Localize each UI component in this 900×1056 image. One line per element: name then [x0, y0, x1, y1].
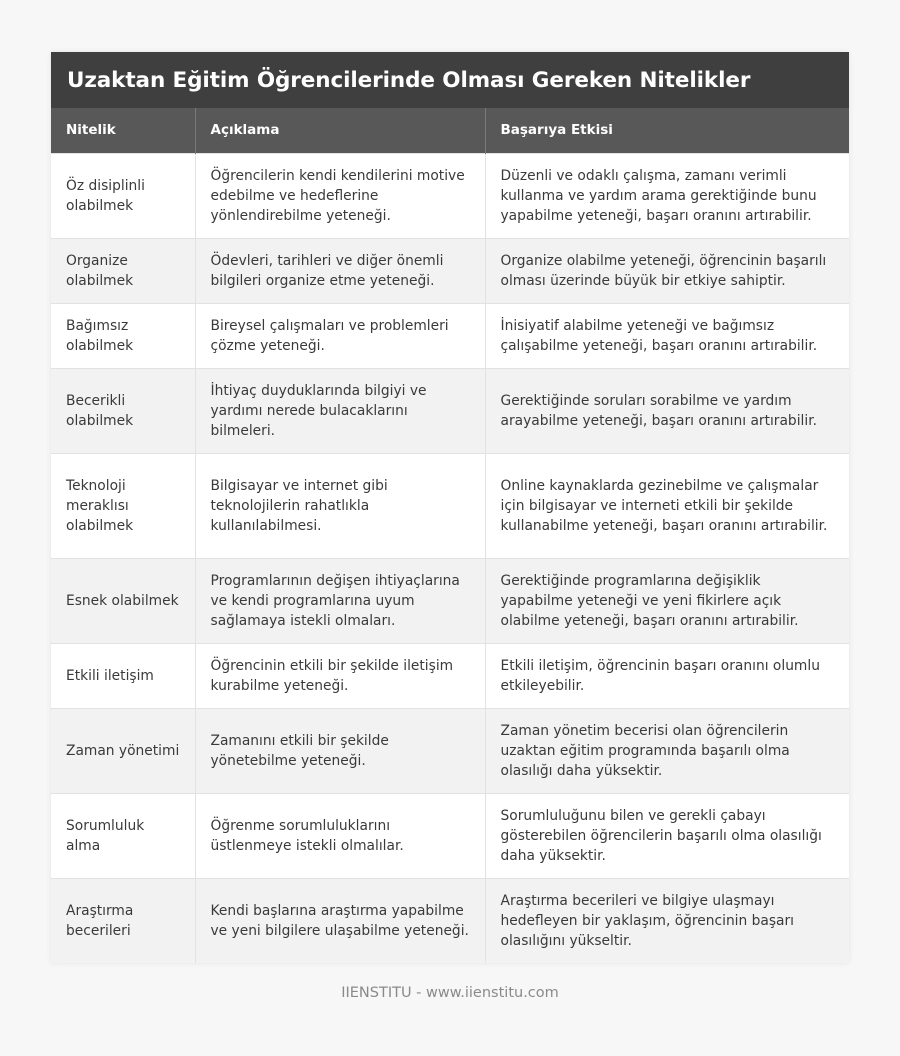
- cell-nitelik: Araştırma becerileri: [51, 878, 195, 963]
- table-row: [51, 558, 849, 643]
- table-row: [51, 643, 849, 708]
- cell-nitelik: Teknoloji meraklısı olabilmek: [51, 453, 195, 558]
- cell-aciklama: Öğrencilerin kendi kendilerini motive edebilme ve hedeflerine yönlendirebilme yeteneği.: [195, 153, 485, 238]
- table-header: [51, 108, 849, 153]
- cell-etki: Organize olabilme yeteneği, öğrencinin başarılı olması üzerinde büyük bir etkiye sahiptir.: [485, 238, 849, 303]
- column-header-nitelik: Nitelik: [51, 108, 195, 153]
- cell-etki: İnisiyatif alabilme yeteneği ve bağımsız çalışabilme yeteneği, başarı oranını artırabilir.: [485, 303, 849, 368]
- cell-etki: Sorumluluğunu bilen ve gerekli çabayı gösterebilen öğrencilerin başarılı olma olasılığı daha yüksektir.: [485, 793, 849, 878]
- cell-nitelik: Bağımsız olabilmek: [51, 303, 195, 368]
- cell-nitelik: Becerikli olabilmek: [51, 368, 195, 453]
- cell-aciklama: Öğrenme sorumluluklarını üstlenmeye istekli olmalılar.: [195, 793, 485, 878]
- cell-etki: Etkili iletişim, öğrencinin başarı oranını olumlu etkileyebilir.: [485, 643, 849, 708]
- footer-credit: IIENSTITU - www.iienstitu.com: [341, 985, 559, 1001]
- column-header-aciklama: Açıklama: [195, 108, 485, 153]
- table-row: [51, 878, 849, 963]
- cell-nitelik: Organize olabilmek: [51, 238, 195, 303]
- header-row: [51, 108, 849, 153]
- table-row: [51, 708, 849, 793]
- cell-etki: Gerektiğinde programlarına değişiklik yapabilme yeteneği ve yeni fikirlere açık olabilme yeteneği, başarı oranını artırabilir.: [485, 558, 849, 643]
- cell-etki: Online kaynaklarda gezinebilme ve çalışmalar için bilgisayar ve interneti etkili bir şekilde kullanabilme yeteneği, başarı oranını artırabilir.: [485, 453, 849, 558]
- cell-etki: Zaman yönetim becerisi olan öğrencilerin uzaktan eğitim programında başarılı olma olasılığı daha yüksektir.: [485, 708, 849, 793]
- cell-etki: Gerektiğinde soruları sorabilme ve yardım arayabilme yeteneği, başarı oranını artırabilir.: [485, 368, 849, 453]
- table-title: Uzaktan Eğitim Öğrencilerinde Olması Gereken Nitelikler: [67, 67, 751, 93]
- cell-aciklama: Ödevleri, tarihleri ve diğer önemli bilgileri organize etme yeteneği.: [195, 238, 485, 303]
- cell-aciklama: Kendi başlarına araştırma yapabilme ve yeni bilgilere ulaşabilme yeteneği.: [195, 878, 485, 963]
- cell-aciklama: Bireysel çalışmaları ve problemleri çözme yeteneği.: [195, 303, 485, 368]
- cell-nitelik: Öz disiplinli olabilmek: [51, 153, 195, 238]
- table-title-bar: [51, 52, 849, 108]
- qualities-table: [51, 108, 849, 963]
- table-row: [51, 238, 849, 303]
- table-row: [51, 153, 849, 238]
- qualities-table-card: [51, 52, 849, 963]
- cell-aciklama: Öğrencinin etkili bir şekilde iletişim kurabilme yeteneği.: [195, 643, 485, 708]
- cell-aciklama: Programlarının değişen ihtiyaçlarına ve kendi programlarına uyum sağlamaya istekli olmaları.: [195, 558, 485, 643]
- cell-nitelik: Etkili iletişim: [51, 643, 195, 708]
- cell-nitelik: Zaman yönetimi: [51, 708, 195, 793]
- cell-etki: Düzenli ve odaklı çalışma, zamanı verimli kullanma ve yardım arama gerektiğinde bunu yapabilme yeteneği, başarı oranını artırabilir.: [485, 153, 849, 238]
- cell-etki: Araştırma becerileri ve bilgiye ulaşmayı hedefleyen bir yaklaşım, öğrencinin başarı olasılığını yükseltir.: [485, 878, 849, 963]
- cell-aciklama: İhtiyaç duyduklarında bilgiyi ve yardımı nerede bulacaklarını bilmeleri.: [195, 368, 485, 453]
- table-row: [51, 303, 849, 368]
- table-row: [51, 453, 849, 558]
- cell-nitelik: Sorumluluk alma: [51, 793, 195, 878]
- cell-aciklama: Zamanını etkili bir şekilde yönetebilme yeteneği.: [195, 708, 485, 793]
- table-row: [51, 793, 849, 878]
- cell-nitelik: Esnek olabilmek: [51, 558, 195, 643]
- table-body: [51, 153, 849, 963]
- table-row: [51, 368, 849, 453]
- column-header-basariya-etkisi: Başarıya Etkisi: [500, 122, 613, 139]
- cell-aciklama: Bilgisayar ve internet gibi teknolojilerin rahatlıkla kullanılabilmesi.: [195, 453, 485, 558]
